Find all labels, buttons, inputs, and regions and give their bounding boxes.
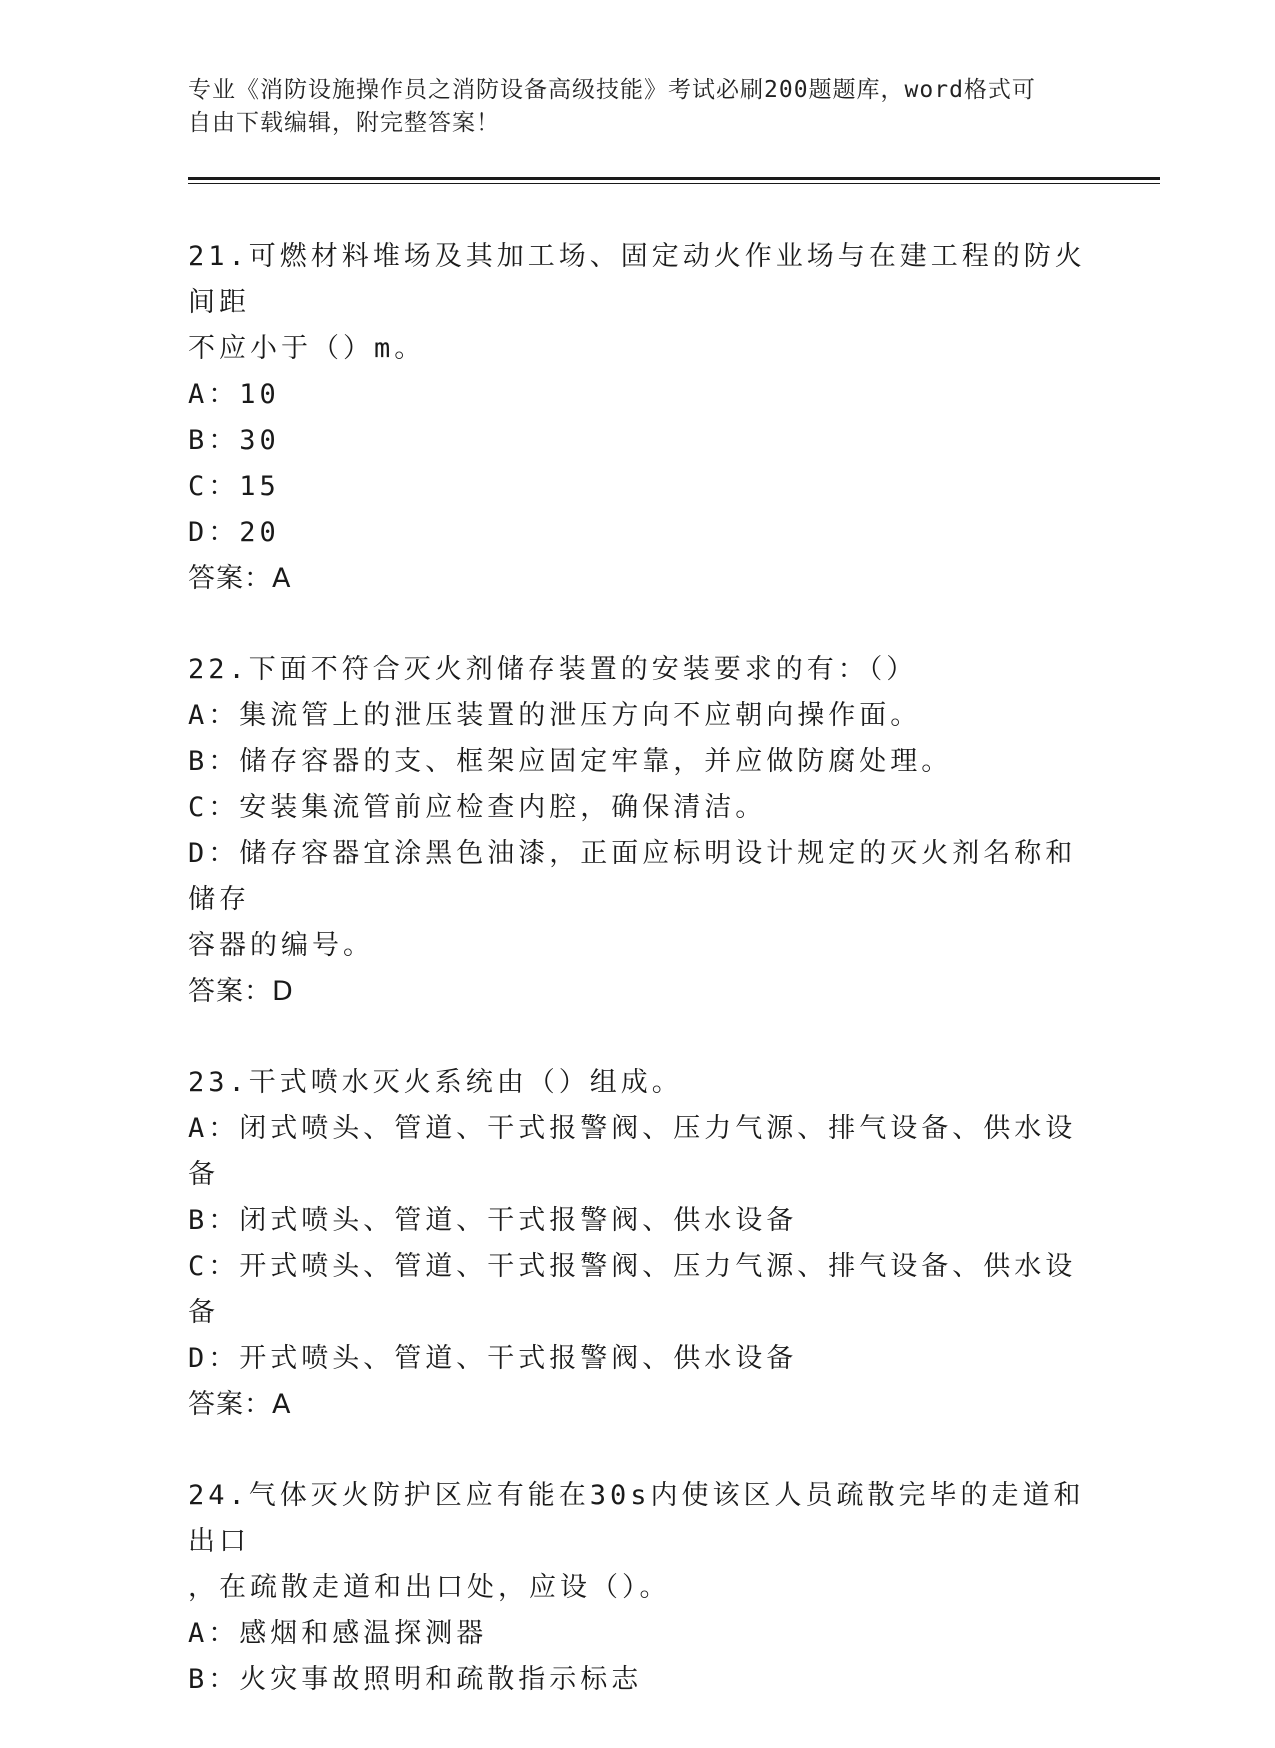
answer-key: 答案：A <box>188 1389 292 1420</box>
option-c: C：开式喷头、管道、干式报警阀、压力气源、排气设备、供水设备 <box>188 1251 1077 1328</box>
question-23 <box>188 1060 1088 1428</box>
option-d: D：储存容器宜涂黑色油漆，正面应标明设计规定的灭火剂名称和储存 <box>188 838 1077 915</box>
question-21 <box>188 234 1088 602</box>
option-c: C：15 <box>188 471 280 502</box>
question-stem: 22.下面不符合灭火剂储存装置的安装要求的有：（） <box>188 654 918 685</box>
question-22 <box>188 647 1088 1015</box>
question-24 <box>188 1473 1088 1703</box>
header-line-1: 专业《消防设施操作员之消防设备高级技能》考试必刷200题题库，word格式可 <box>188 77 1036 103</box>
document-header <box>188 74 1068 140</box>
answer-key: 答案：A <box>188 563 292 594</box>
option-c: C：安装集流管前应检查内腔，确保清洁。 <box>188 792 767 823</box>
option-a: A：闭式喷头、管道、干式报警阀、压力气源、排气设备、供水设备 <box>188 1113 1077 1190</box>
option-b: B：火灾事故照明和疏散指示标志 <box>188 1664 643 1695</box>
option-d-continued: 容器的编号。 <box>188 930 374 961</box>
question-stem: 24.气体灭火防护区应有能在30s内使该区人员疏散完毕的走道和出口 <box>188 1480 1085 1557</box>
question-stem: 21.可燃材料堆场及其加工场、固定动火作业场与在建工程的防火间距 <box>188 241 1086 318</box>
question-stem: ，在疏散走道和出口处，应设（）。 <box>188 1572 671 1603</box>
header-divider-thin <box>188 183 1160 184</box>
option-a: A：集流管上的泄压装置的泄压方向不应朝向操作面。 <box>188 700 922 731</box>
option-d: D：开式喷头、管道、干式报警阀、供水设备 <box>188 1343 798 1374</box>
question-stem: 23.干式喷水灭火系统由（）组成。 <box>188 1067 683 1098</box>
header-divider-thick <box>188 177 1160 180</box>
option-b: B：储存容器的支、框架应固定牢靠，并应做防腐处理。 <box>188 746 953 777</box>
question-list <box>188 234 1088 1748</box>
option-b: B：30 <box>188 425 280 456</box>
option-a: A：感烟和感温探测器 <box>188 1618 488 1649</box>
option-b: B：闭式喷头、管道、干式报警阀、供水设备 <box>188 1205 798 1236</box>
answer-key: 答案：D <box>188 976 294 1007</box>
question-stem: 不应小于（）m。 <box>188 333 426 364</box>
option-a: A：10 <box>188 379 280 410</box>
option-d: D：20 <box>188 517 280 548</box>
header-line-2: 自由下载编辑，附完整答案！ <box>188 110 500 136</box>
